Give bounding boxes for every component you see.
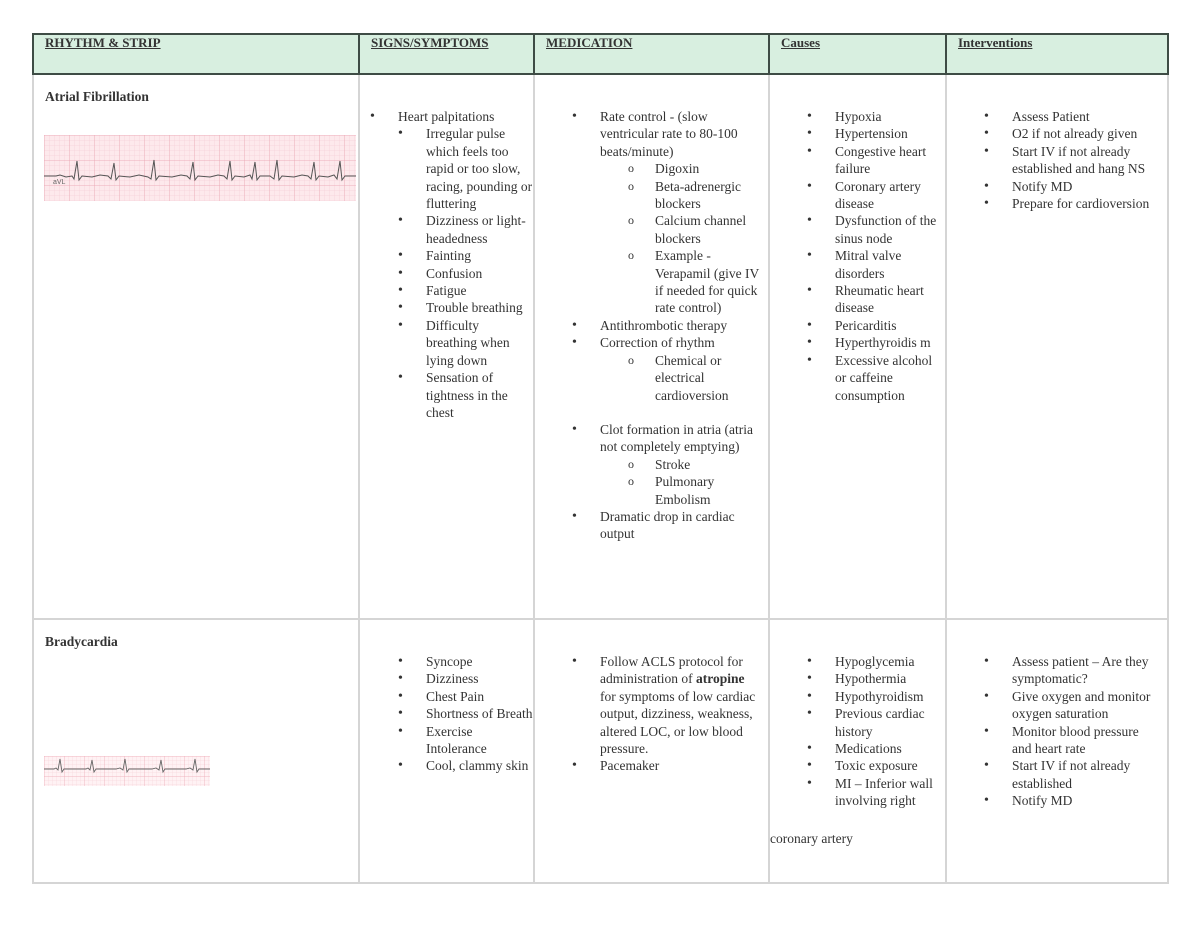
list-item: • Dizziness or light-headedness (426, 212, 533, 247)
header-signs: SIGNS/SYMPTOMS (359, 34, 534, 74)
list-item: • Shortness of Breath (426, 705, 533, 722)
list-item: o Calcium channel blockers (655, 212, 760, 247)
list-item: • Dysfunction of the sinus node (835, 212, 937, 247)
header-row (33, 34, 1168, 74)
list-item: • Follow ACLS protocol for administration of atropine for symptoms of low cardiac output, dizziness, weakness, altered LOC, or low blood pressure. (600, 653, 760, 757)
list-item: • Pericarditis (835, 317, 937, 334)
signs-cell (359, 619, 534, 883)
causes-cell (769, 619, 946, 883)
list-item: • Start IV if not already established (1012, 757, 1159, 792)
list-item: • Rheumatic heart disease (835, 282, 937, 317)
lead-label: aVL (53, 179, 66, 186)
list-item: • Hypoglycemia (835, 653, 937, 670)
rhythm-cell (33, 619, 359, 883)
list-item: • Heart palpitations (398, 108, 533, 125)
list-item: o Pulmonary Embolism (655, 473, 760, 508)
rhythm-name: Atrial Fibrillation (45, 89, 149, 104)
list-item: • Notify MD (1012, 178, 1159, 195)
list-item: • Prepare for cardioversion (1012, 195, 1159, 212)
list-item: • Mitral valve disorders (835, 247, 937, 282)
interventions-cell (946, 74, 1168, 619)
list-item: • Toxic exposure (835, 757, 937, 774)
list-item: • Dizziness (426, 670, 533, 687)
drug-name: atropine (695, 671, 745, 687)
list-item: • Cool, clammy skin (426, 757, 533, 774)
list-item: • Clot formation in atria (atria not completely emptying) (600, 421, 760, 456)
list-item: • Congestive heart failure (835, 143, 937, 178)
list-item: • Antithrombotic therapy (600, 317, 760, 334)
medication-cell (534, 619, 769, 883)
causes-cell (769, 74, 946, 619)
list-item: • Assess Patient (1012, 108, 1159, 125)
rhythm-table (32, 33, 1169, 884)
list-item: • Chest Pain (426, 688, 533, 705)
list-item: • Confusion (426, 265, 533, 282)
list-item: • MI – Inferior wall involving right (835, 775, 937, 810)
list-item: • Monitor blood pressure and heart rate (1012, 723, 1159, 758)
list-item: • Coronary artery disease (835, 178, 937, 213)
medication-cell (534, 74, 769, 619)
list-item: • Syncope (426, 653, 533, 670)
bradycardia-ecg-strip (44, 756, 210, 786)
list-item: • Sensation of tightness in the chest (426, 369, 533, 421)
list-item: o Example - Verapamil (give IV if needed for quick rate control) (655, 247, 760, 317)
afib-ecg-strip (44, 135, 356, 201)
header-rhythm: RHYTHM & STRIP (33, 34, 359, 74)
list-item: • Hypoxia (835, 108, 937, 125)
table-row (33, 619, 1168, 883)
causes-tail: coronary artery (770, 830, 853, 846)
list-item: • Pacemaker (600, 757, 760, 774)
list-item: • Hypothermia (835, 670, 937, 687)
list-item: • Previous cardiac history (835, 705, 937, 740)
list-item: • Fatigue (426, 282, 533, 299)
list-item: • Hypothyroidism (835, 688, 937, 705)
header-medication: MEDICATION (534, 34, 769, 74)
list-item: • Start IV if not already established and hang NS (1012, 143, 1159, 178)
list-item: o Beta-adrenergic blockers (655, 178, 760, 213)
header-causes: Causes (769, 34, 946, 74)
list-item: • Irregular pulse which feels too rapid or too slow, racing, pounding or fluttering (426, 125, 533, 212)
list-item: • Rate control - (slow ventricular rate to 80-100 beats/minute) (600, 108, 760, 160)
list-item: • Fainting (426, 247, 533, 264)
rhythm-cell (33, 74, 359, 619)
list-item: • Hyperthyroidis m (835, 334, 937, 351)
list-item: • O2 if not already given (1012, 125, 1159, 142)
list-item: • Medications (835, 740, 937, 757)
list-item: • Dramatic drop in cardiac output (600, 508, 760, 543)
list-item: o Stroke (655, 456, 760, 473)
header-interventions: Interventions (946, 34, 1168, 74)
list-item: • Exercise Intolerance (426, 723, 533, 758)
rhythm-name: Bradycardia (45, 634, 118, 649)
list-item: o Digoxin (655, 160, 760, 177)
interventions-cell (946, 619, 1168, 883)
list-item: • Assess patient – Are they symptomatic? (1012, 653, 1159, 688)
list-item: • Give oxygen and monitor oxygen saturation (1012, 688, 1159, 723)
table-row (33, 74, 1168, 619)
list-item: o Chemical or electrical cardioversion (655, 352, 760, 404)
list-item: • Difficulty breathing when lying down (426, 317, 533, 369)
list-item: • Hypertension (835, 125, 937, 142)
list-item: • Trouble breathing (426, 299, 533, 316)
signs-cell (359, 74, 534, 619)
list-item: • Notify MD (1012, 792, 1159, 809)
list-item: • Excessive alcohol or caffeine consumption (835, 352, 937, 404)
list-item: • Correction of rhythm (600, 334, 760, 351)
